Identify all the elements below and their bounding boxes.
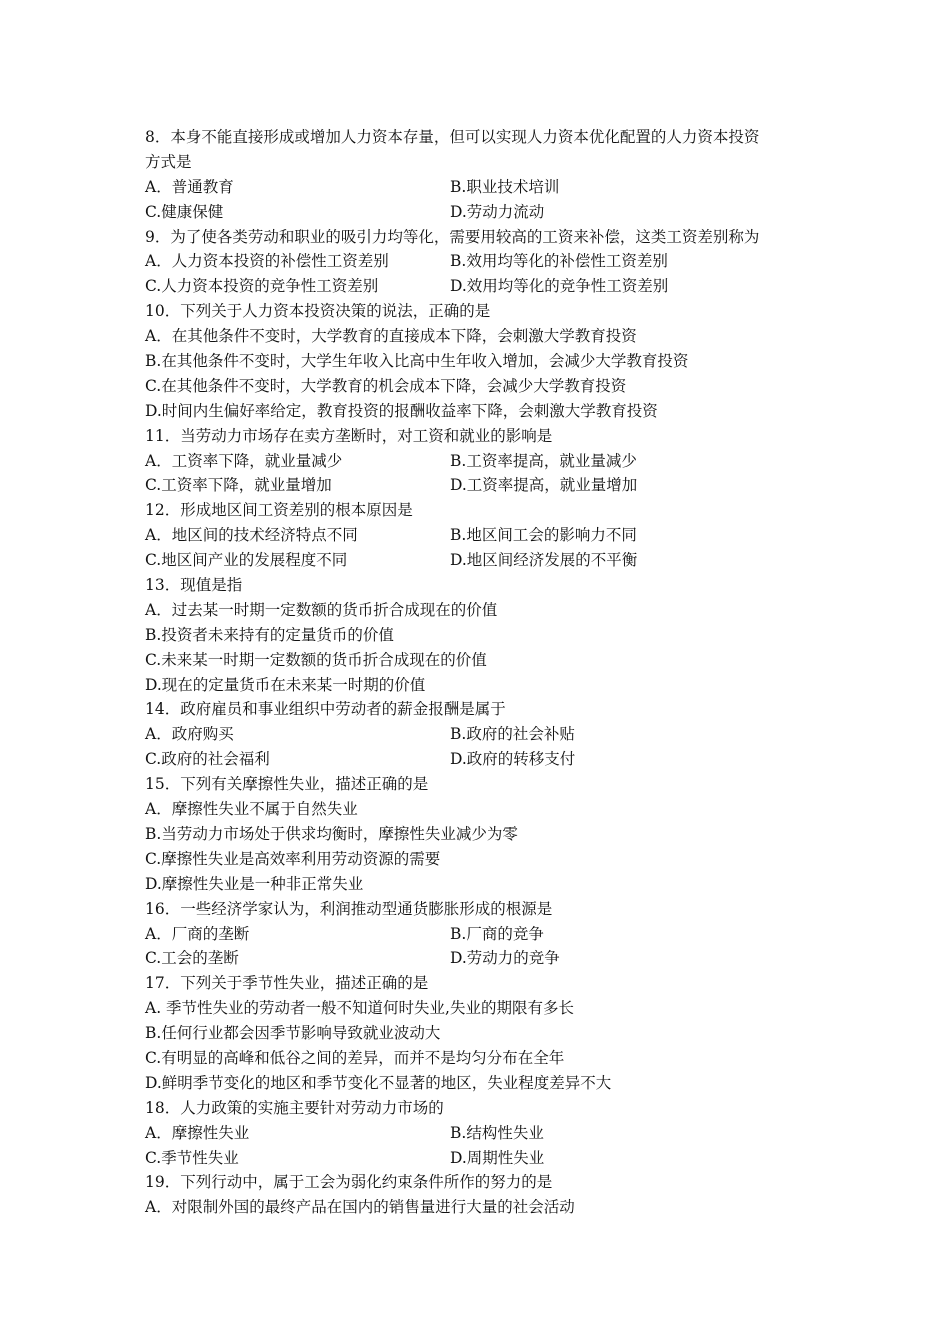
- exam-page: [145, 125, 825, 1220]
- answer-option: B.工资率提高，就业量减少: [450, 451, 637, 470]
- question-block: [145, 125, 825, 225]
- option-row: [145, 1121, 825, 1146]
- question-block: [145, 897, 825, 972]
- answer-option: B.地区间工会的影响力不同: [450, 526, 637, 545]
- answer-option: A．过去某一时期一定数额的货币折合成现在的价值: [145, 600, 498, 619]
- answer-option: B.任何行业都会因季节影响导致就业波动大: [145, 1024, 441, 1043]
- question-block: [145, 299, 825, 423]
- option-row: [145, 175, 825, 200]
- question-block: [145, 498, 825, 573]
- question-stem: 19．下列行动中，属于工会为弱化约束条件所作的努力的是: [145, 1173, 553, 1192]
- option-row: [145, 922, 825, 947]
- answer-option: C.政府的社会福利: [145, 750, 270, 769]
- question-block: [145, 971, 825, 1095]
- answer-option: D.周期性失业: [450, 1148, 545, 1167]
- option-row: [145, 473, 825, 498]
- option-row: [145, 1146, 825, 1171]
- question-block: [145, 1096, 825, 1171]
- answer-option: D.现在的定量货币在未来某一时期的价值: [145, 675, 426, 694]
- question-stem: 15．下列有关摩擦性失业，描述正确的是: [145, 775, 429, 794]
- option-row: [145, 274, 825, 299]
- answer-option: D.摩擦性失业是一种非正常失业: [145, 874, 364, 893]
- answer-option: B.结构性失业: [450, 1123, 544, 1142]
- answer-option: D.工资率提高，就业量增加: [450, 476, 638, 495]
- question-stem: 8．本身不能直接形成或增加人力资本存量，但可以实现人力资本优化配置的人力资本投资: [145, 128, 760, 146]
- answer-option: D.时间内生偏好率给定，教育投资的报酬收益率下降，会刺激大学教育投资: [145, 401, 658, 420]
- question-block: [145, 1170, 825, 1220]
- answer-option: D.效用均等化的竞争性工资差别: [450, 277, 669, 296]
- question-stem: 9．为了使各类劳动和职业的吸引力均等化，需要用较高的工资来补偿，这类工资差别称为: [145, 227, 760, 246]
- question-block: [145, 573, 825, 697]
- answer-option: A．人力资本投资的补偿性工资差别: [145, 252, 389, 271]
- answer-option: C.地区间产业的发展程度不同: [145, 551, 348, 570]
- option-row: [145, 249, 825, 274]
- answer-option: A. 季节性失业的劳动者一般不知道何时失业,失业的期限有多长: [145, 999, 574, 1018]
- question-stem: 17．下列关于季节性失业，描述正确的是: [145, 974, 429, 993]
- answer-option: B.当劳动力市场处于供求均衡时，摩擦性失业减少为零: [145, 824, 518, 843]
- option-row: [145, 548, 825, 573]
- answer-option: D.鲜明季节变化的地区和季节变化不显著的地区，失业程度差异不大: [145, 1073, 612, 1092]
- answer-option: A．在其他条件不变时，大学教育的直接成本下降，会刺激大学教育投资: [145, 327, 637, 346]
- answer-option: A．政府购买: [145, 725, 234, 744]
- answer-option: A．摩擦性失业不属于自然失业: [145, 800, 358, 819]
- answer-option: B.政府的社会补贴: [450, 725, 575, 744]
- answer-option: A．对限制外国的最终产品在国内的销售量进行大量的社会活动: [145, 1198, 575, 1217]
- question-stem: 10．下列关于人力资本投资决策的说法，正确的是: [145, 302, 491, 321]
- answer-option: C.工会的垄断: [145, 949, 239, 968]
- answer-option: C.在其他条件不变时，大学教育的机会成本下降，会减少大学教育投资: [145, 376, 627, 395]
- answer-option: B.厂商的竞争: [450, 924, 544, 943]
- question-stem: 16．一些经济学家认为，利润推动型通货膨胀形成的根源是: [145, 899, 553, 918]
- option-row: [145, 200, 825, 225]
- question-stem: 13．现值是指: [145, 576, 243, 595]
- answer-option: B.效用均等化的补偿性工资差别: [450, 252, 668, 271]
- question-block: [145, 772, 825, 896]
- answer-option: A．地区间的技术经济特点不同: [145, 526, 358, 545]
- answer-option: B.在其他条件不变时，大学生年收入比高中生年收入增加，会减少大学教育投资: [145, 352, 689, 371]
- answer-option: B.职业技术培训: [450, 177, 560, 196]
- answer-option: C.工资率下降，就业量增加: [145, 476, 332, 495]
- answer-option: A．工资率下降，就业量减少: [145, 451, 343, 470]
- question-block: [145, 225, 825, 300]
- option-row: [145, 449, 825, 474]
- answer-option: C.健康保健: [145, 202, 224, 221]
- question-stem: 18．人力政策的实施主要针对劳动力市场的: [145, 1098, 444, 1117]
- answer-option: A．厂商的垄断: [145, 924, 250, 943]
- answer-option: A．普通教育: [145, 177, 234, 196]
- answer-option: C.未来某一时期一定数额的货币折合成现在的价值: [145, 650, 487, 669]
- question-stem: 方式是: [145, 152, 192, 171]
- answer-option: D.地区间经济发展的不平衡: [450, 551, 638, 570]
- answer-option: C.摩擦性失业是高效率利用劳动资源的需要: [145, 849, 441, 868]
- answer-option: A．摩擦性失业: [145, 1123, 250, 1142]
- option-row: [145, 722, 825, 747]
- answer-option: D.劳动力的竞争: [450, 949, 560, 968]
- option-row: [145, 946, 825, 971]
- question-stem: 11．当劳动力市场存在卖方垄断时，对工资和就业的影响是: [145, 426, 553, 445]
- question-stem: 12．形成地区间工资差别的根本原因是: [145, 501, 413, 520]
- option-row: [145, 747, 825, 772]
- answer-option: D.政府的转移支付: [450, 750, 576, 769]
- answer-option: B.投资者未来持有的定量货币的价值: [145, 625, 394, 644]
- answer-option: C.有明显的高峰和低谷之间的差异，而并不是均匀分布在全年: [145, 1048, 565, 1067]
- option-row: [145, 523, 825, 548]
- question-block: [145, 697, 825, 772]
- answer-option: C.人力资本投资的竞争性工资差别: [145, 277, 379, 296]
- question-block: [145, 424, 825, 499]
- answer-option: C.季节性失业: [145, 1148, 239, 1167]
- answer-option: D.劳动力流动: [450, 202, 545, 221]
- question-stem: 14．政府雇员和事业组织中劳动者的薪金报酬是属于: [145, 700, 506, 719]
